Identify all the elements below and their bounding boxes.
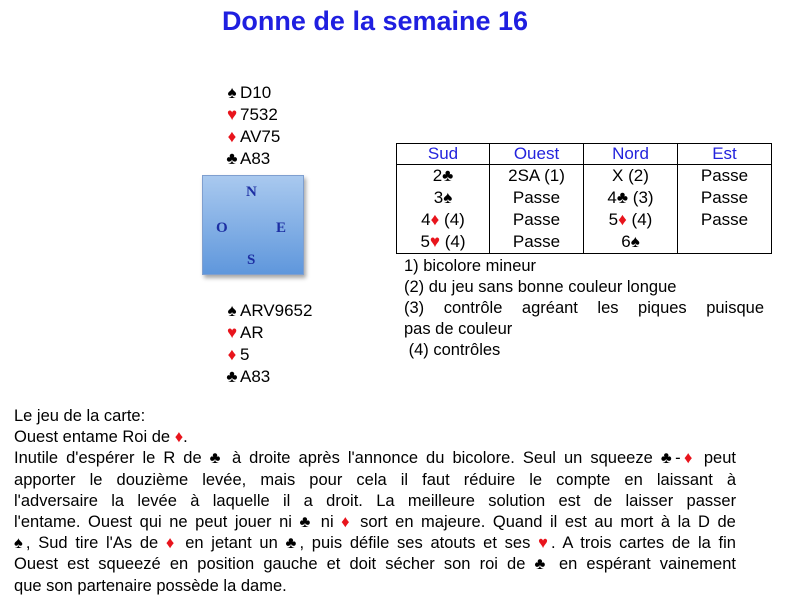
- spade-icon: ♠: [14, 534, 26, 553]
- auction-cell: 6♠: [584, 231, 678, 254]
- note-3: (3) contrôle agréant les piques puisque: [404, 299, 764, 317]
- auction-cell: Passe: [490, 209, 584, 231]
- diamond-icon: ♦: [341, 513, 353, 532]
- auction-cell: Passe: [490, 231, 584, 254]
- club-icon: ♣: [534, 555, 550, 574]
- note-3-cont: pas de couleur: [404, 320, 513, 338]
- spade-icon: ♠: [630, 232, 640, 251]
- diamond-icon: ♦: [227, 345, 237, 364]
- heart-icon: ♥: [538, 534, 551, 553]
- club-icon: ♣: [616, 188, 629, 207]
- south-hand: [224, 300, 312, 388]
- page-title: Donne de la semaine 16: [221, 6, 529, 36]
- compass-north: N: [246, 184, 257, 200]
- heart-icon: ♥: [429, 232, 440, 251]
- auction-cell: 5♦ (4): [584, 209, 678, 231]
- auction-cell: Passe: [678, 209, 772, 231]
- note-1: 1) bicolore mineur: [404, 257, 537, 275]
- north-diamonds: ♦ AV75: [224, 126, 280, 148]
- south-clubs: ♣ A83: [224, 366, 312, 388]
- auction-cell: 4♣ (3): [584, 187, 678, 209]
- play-lead: Ouest entame Roi de ♦.: [14, 428, 188, 447]
- diamond-icon: ♦: [165, 534, 178, 553]
- header-est: Est: [678, 144, 772, 165]
- auction-notes: [404, 256, 764, 361]
- spade-icon: ♠: [443, 188, 453, 207]
- diamond-icon: ♦: [680, 449, 696, 468]
- diamond-icon: ♦: [227, 127, 237, 146]
- north-hand: [224, 82, 280, 170]
- compass-east: E: [276, 220, 287, 236]
- club-icon: ♣: [299, 513, 314, 532]
- auction-row: [397, 187, 772, 209]
- play-paragraph: [14, 448, 736, 596]
- note-2: (2) du jeu sans bonne couleur longue: [404, 278, 677, 296]
- north-hearts: ♥ 7532: [224, 104, 280, 126]
- note-4: (4) contrôles: [404, 341, 501, 359]
- auction-row: [397, 165, 772, 188]
- play-section: [14, 406, 736, 597]
- south-diamonds: ♦ 5: [224, 344, 312, 366]
- club-icon: ♣: [209, 449, 224, 468]
- auction-cell: 2♣: [397, 165, 490, 188]
- auction-cell: 3♠: [397, 187, 490, 209]
- auction-cell: 2SA (1): [490, 165, 584, 188]
- north-spades: ♠ D10: [224, 82, 280, 104]
- auction-cell: 5♥ (4): [397, 231, 490, 254]
- play-heading: Le jeu de la carte:: [14, 407, 146, 425]
- auction-header-row: [397, 144, 772, 165]
- auction-cell: Passe: [678, 165, 772, 188]
- play-line: l'entame. Ouest qui ne peut jouer ni ♣ ni ♦ sort en majeure. Quand il est au mort à la D de: [14, 513, 736, 532]
- club-icon: ♣: [226, 149, 238, 168]
- auction-table: [396, 143, 772, 254]
- auction-row: [397, 209, 772, 231]
- header-nord: Nord: [584, 144, 678, 165]
- north-clubs: ♣ A83: [224, 148, 280, 170]
- club-icon: ♣: [226, 367, 238, 386]
- header-sud: Sud: [397, 144, 490, 165]
- club-icon: ♣: [660, 449, 676, 468]
- auction-cell: 4♦ (4): [397, 209, 490, 231]
- club-icon: ♣: [285, 534, 300, 553]
- auction-cell: Passe: [490, 187, 584, 209]
- spade-icon: ♠: [227, 301, 237, 320]
- auction-cell: X (2): [584, 165, 678, 188]
- compass-west: O: [216, 220, 228, 236]
- heart-icon: ♥: [226, 323, 238, 342]
- play-line: Ouest est squeezé en position gauche et doit sécher son roi de ♣ en espérant vainement: [14, 555, 736, 574]
- play-line: Inutile d'espérer le R de ♣ à droite après l'annonce du bicolore. Seul un squeeze ♣-♦ peut: [14, 449, 737, 468]
- south-hearts: ♥ AR: [224, 322, 312, 344]
- compass-south: S: [247, 252, 256, 268]
- header-ouest: Ouest: [490, 144, 584, 165]
- diamond-icon: ♦: [174, 428, 184, 447]
- play-line: ♠, Sud tire l'As de ♦ en jetant un ♣, puis défile ses atouts et ses ♥. A trois cartes de la fin: [14, 534, 736, 553]
- compass: [202, 175, 304, 275]
- club-icon: ♣: [442, 166, 454, 185]
- diamond-icon: ♦: [618, 210, 627, 229]
- spade-icon: ♠: [227, 83, 237, 102]
- auction-cell: Passe: [678, 187, 772, 209]
- auction-cell: [678, 231, 772, 254]
- heart-icon: ♥: [226, 105, 238, 124]
- play-line: apporter le douzième levée, mais pour cela il faut réduire le compte en laissant à: [14, 470, 737, 489]
- play-line: que son partenaire possède la dame.: [14, 576, 287, 595]
- play-line: l'adversaire la levée à laquelle il a droit. La meilleure solution est de laisser passer: [14, 491, 737, 510]
- auction-row: [397, 231, 772, 254]
- diamond-icon: ♦: [430, 210, 440, 229]
- south-spades: ♠ ARV9652: [224, 300, 312, 322]
